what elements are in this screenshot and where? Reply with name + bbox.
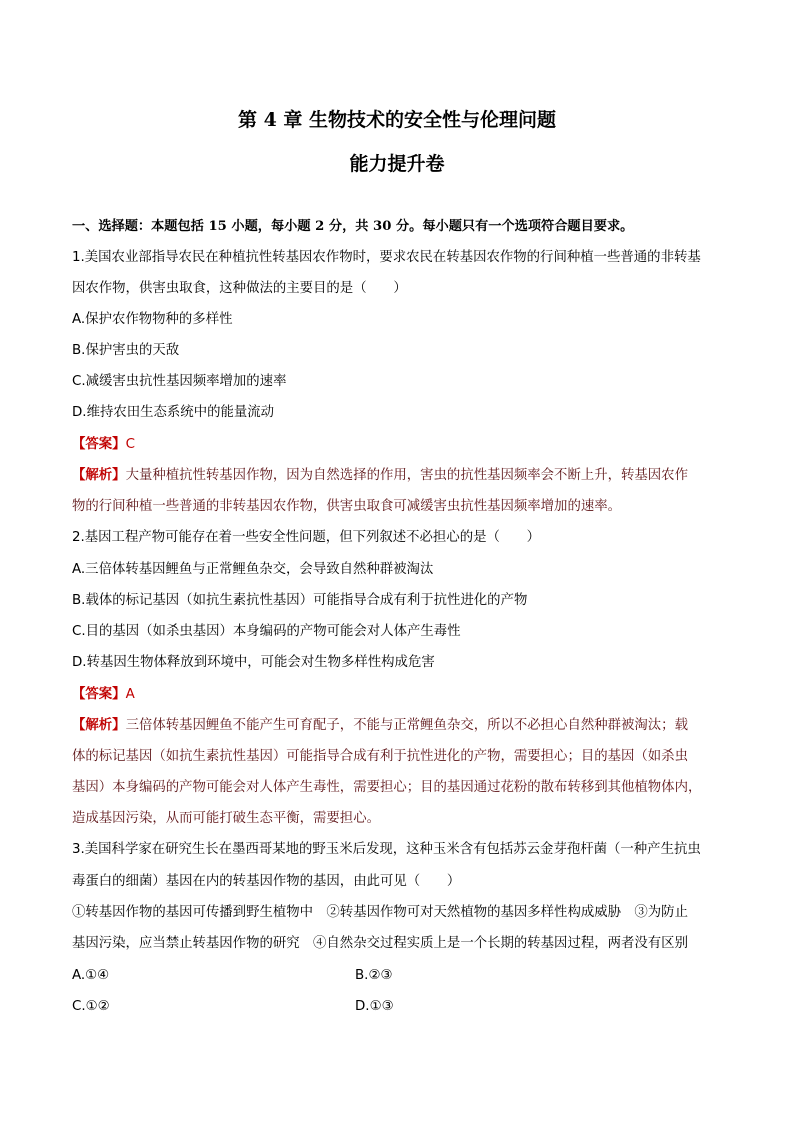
q2-analysis-text-1: 三倍体转基因鲤鱼不能产生可育配子，不能与正常鲤鱼杂交，所以不必担心自然种群被淘汰；载 [125, 718, 688, 733]
analysis-label: 【解析】 [72, 468, 126, 483]
q2-option-a: A.三倍体转基因鲤鱼与正常鲤鱼杂交，会导致自然种群被淘汰 [72, 562, 434, 577]
q1-answer [72, 436, 732, 454]
q3-statements-line-1: ①转基因作物的基因可传播到野生植物中 ②转基因作物可对天然植物的基因多样性构成威胁 ③为防止 [72, 905, 688, 920]
q1-answer-value: C [125, 437, 135, 452]
q1-stem-line-1: 1.美国农业部指导农民在种植抗性转基因农作物时，要求农民在转基因农作物的行间种植一些普通的非转基 [72, 250, 701, 265]
q1-option-c: C.减缓害虫抗性基因频率增加的速率 [72, 374, 287, 389]
q3-stem-line-1: 3.美国科学家在研究生长在墨西哥某地的野玉米后发现，这种玉米含有包括苏云金芽孢杆菌（一种产生抗虫 [72, 842, 701, 857]
q1-analysis-line-2: 物的行间种植一些普通的非转基因农作物，供害虫取食可减缓害虫抗性基因频率增加的速率。 [72, 499, 622, 514]
section-heading: 一、选择题：本题包括 15 小题，每小题 2 分，共 30 分。每小题只有一个选项符合题目要求。 [72, 219, 634, 234]
q1-analysis-text-1: 大量种植抗性转基因作物，因为自然选择的作用，害虫的抗性基因频率会不断上升，转基因农作 [125, 468, 688, 483]
q3-stem-line-2: 毒蛋白的细菌）基因在内的转基因作物的基因，由此可见（ ） [72, 874, 461, 889]
q2-stem-line-1: 2.基因工程产物可能存在着一些安全性问题，但下列叙述不必担心的是（ ） [72, 530, 541, 545]
q2-answer [72, 686, 732, 704]
page-title: 第 4 章 生物技术的安全性与伦理问题 [237, 109, 557, 131]
q3-option-c: C.①② [72, 999, 110, 1014]
q3-option-b: B.②③ [355, 968, 393, 983]
q2-option-c: C.目的基因（如杀虫基因）本身编码的产物可能会对人体产生毒性 [72, 624, 461, 639]
answer-label: 【答案】 [72, 687, 126, 702]
q1-option-b: B.保护害虫的天敌 [72, 343, 180, 358]
q2-option-d: D.转基因生物体释放到环境中，可能会对生物多样性构成危害 [72, 655, 435, 670]
analysis-label: 【解析】 [72, 718, 126, 733]
q2-option-b: B.载体的标记基因（如抗生素抗性基因）可能指导合成有利于抗性进化的产物 [72, 593, 528, 608]
q2-analysis-line-2: 体的标记基因（如抗生素抗性基因）可能指导合成有利于抗性进化的产物，需要担心；目的基因（如杀虫 [72, 749, 688, 764]
q3-statements-line-2: 基因污染，应当禁止转基因作物的研究 ④自然杂交过程实质上是一个长期的转基因过程，两者没有区别 [72, 936, 688, 951]
q1-stem-line-2: 因农作物，供害虫取食，这种做法的主要目的是（ ） [72, 281, 407, 296]
answer-label: 【答案】 [72, 437, 126, 452]
q2-analysis-line-4: 造成基因污染，从而可能打破生态平衡，需要担心。 [72, 811, 380, 826]
q1-option-a: A.保护农作物物种的多样性 [72, 312, 233, 327]
q2-answer-value: A [125, 687, 135, 702]
q2-analysis-line-1 [72, 717, 732, 735]
q1-analysis-line-1 [72, 467, 732, 485]
q3-option-d: D.①③ [355, 999, 394, 1014]
page-subtitle: 能力提升卷 [349, 153, 445, 175]
q3-option-a: A.①④ [72, 968, 110, 983]
q1-option-d: D.维持农田生态系统中的能量流动 [72, 405, 275, 420]
q2-analysis-line-3: 基因）本身编码的产物可能会对人体产生毒性，需要担心；目的基因通过花粉的散布转移到其他植物体内， [72, 780, 702, 795]
